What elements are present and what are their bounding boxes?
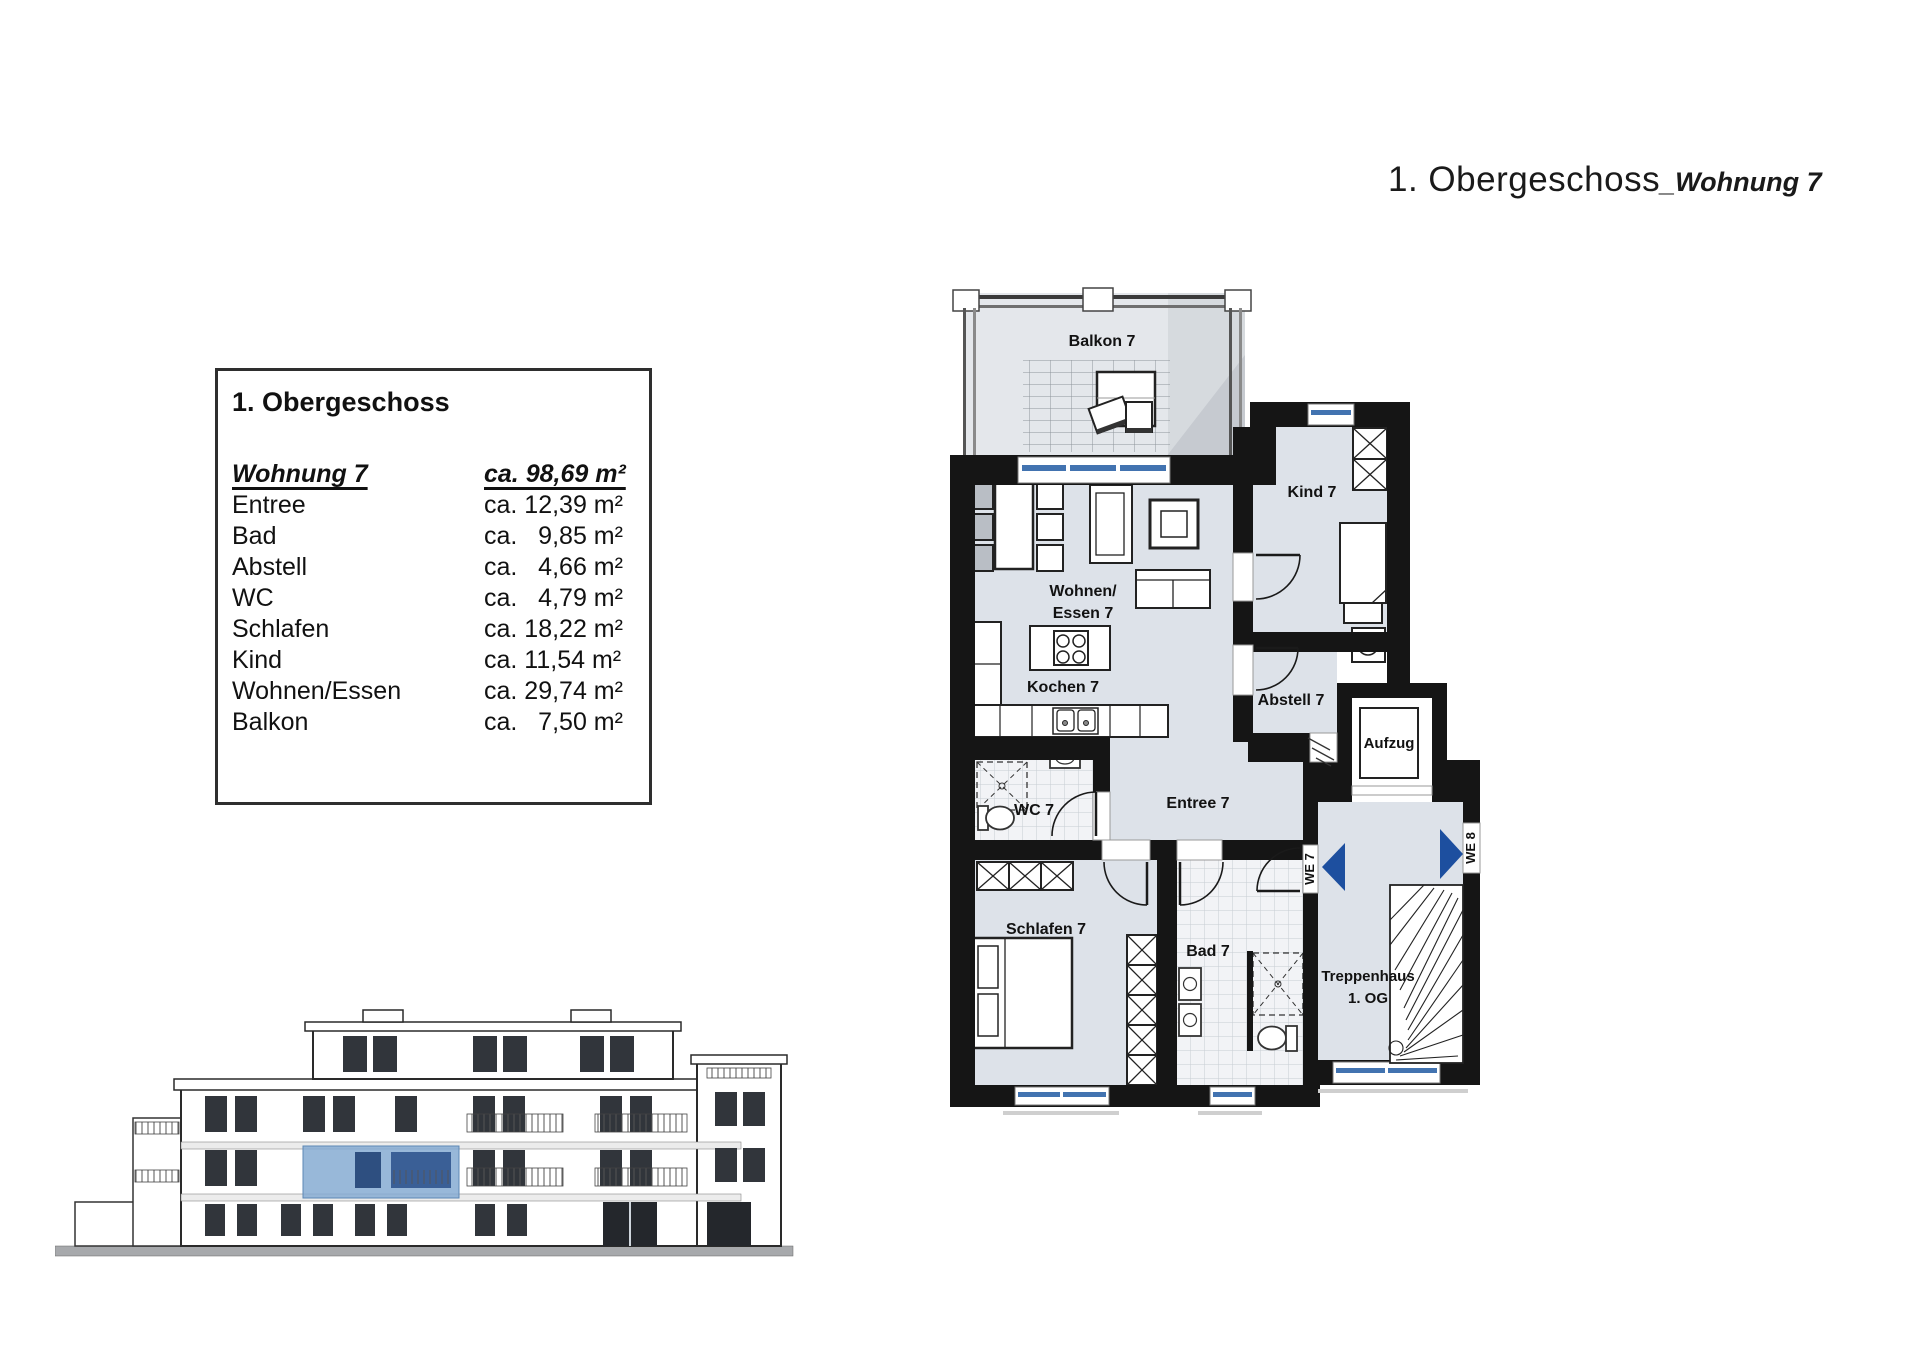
wardrobe-column	[1127, 935, 1157, 1085]
table-row	[232, 583, 629, 614]
table-row	[232, 490, 629, 521]
room-label: Balkon	[232, 708, 309, 736]
label-bad: Bad 7	[1186, 943, 1230, 960]
table-row	[232, 707, 629, 738]
label-wohnen-2: Essen 7	[1052, 605, 1114, 622]
room-label: Schlafen	[232, 615, 330, 643]
label-we8: WE 8	[1463, 832, 1478, 864]
label-we7: WE 7	[1302, 853, 1317, 885]
table-row	[232, 521, 629, 552]
room-label: Wohnen/Essen	[232, 677, 402, 705]
room-label: Kind	[232, 646, 283, 674]
area-table-heading: 1. Obergeschoss	[232, 387, 450, 417]
area-table-header-row	[232, 459, 629, 490]
page-title-main: 1. Obergeschoss	[1388, 160, 1661, 199]
label-aufzug: Aufzug	[1363, 735, 1415, 752]
wardrobe-row	[977, 862, 1073, 890]
room-label: WC	[232, 584, 274, 612]
label-wohnen-1: Wohnen/	[1049, 583, 1117, 600]
room-area: ca. 4,66 m²	[484, 553, 623, 581]
label-abstell: Abstell 7	[1257, 692, 1325, 709]
room-label: Bad	[232, 522, 277, 550]
room-label: Abstell	[232, 553, 308, 581]
label-balkon: Balkon 7	[1068, 333, 1136, 350]
unit-label: Wohnung 7	[232, 460, 368, 488]
room-area: ca. 11,54 m²	[484, 646, 622, 674]
page-title-suffix: _Wohnung 7	[1660, 167, 1822, 197]
table-row	[232, 676, 629, 707]
unit-total: ca. 98,69 m²	[484, 460, 626, 488]
elevation-highlight-unit	[303, 1146, 459, 1198]
room-area: ca. 7,50 m²	[484, 708, 623, 736]
page-title	[1388, 160, 1822, 200]
label-kind: Kind 7	[1287, 484, 1337, 501]
building-elevation	[55, 1000, 795, 1265]
room-area: ca. 29,74 m²	[484, 677, 623, 705]
room-area: ca. 12,39 m²	[484, 491, 623, 519]
elevation-structure	[55, 1010, 793, 1256]
room-area: ca. 9,85 m²	[484, 522, 623, 550]
table-row	[232, 552, 629, 583]
label-schlafen: Schlafen 7	[1005, 921, 1087, 938]
label-treppenhaus-2: 1. OG	[1347, 990, 1389, 1007]
label-entree: Entree 7	[1166, 795, 1230, 812]
area-table	[215, 368, 652, 805]
room-area: ca. 4,79 m²	[484, 584, 623, 612]
table-row	[232, 645, 629, 676]
label-treppenhaus-1: Treppenhaus	[1321, 968, 1415, 985]
table-row	[232, 614, 629, 645]
room-area: ca. 18,22 m²	[484, 615, 623, 643]
floorplan-drawing	[935, 225, 1510, 1130]
label-kochen: Kochen 7	[1026, 679, 1100, 696]
balcony-furniture	[1089, 372, 1155, 434]
label-wc: WC 7	[1014, 802, 1054, 819]
balcony	[953, 288, 1251, 458]
room-label: Entree	[232, 491, 306, 519]
